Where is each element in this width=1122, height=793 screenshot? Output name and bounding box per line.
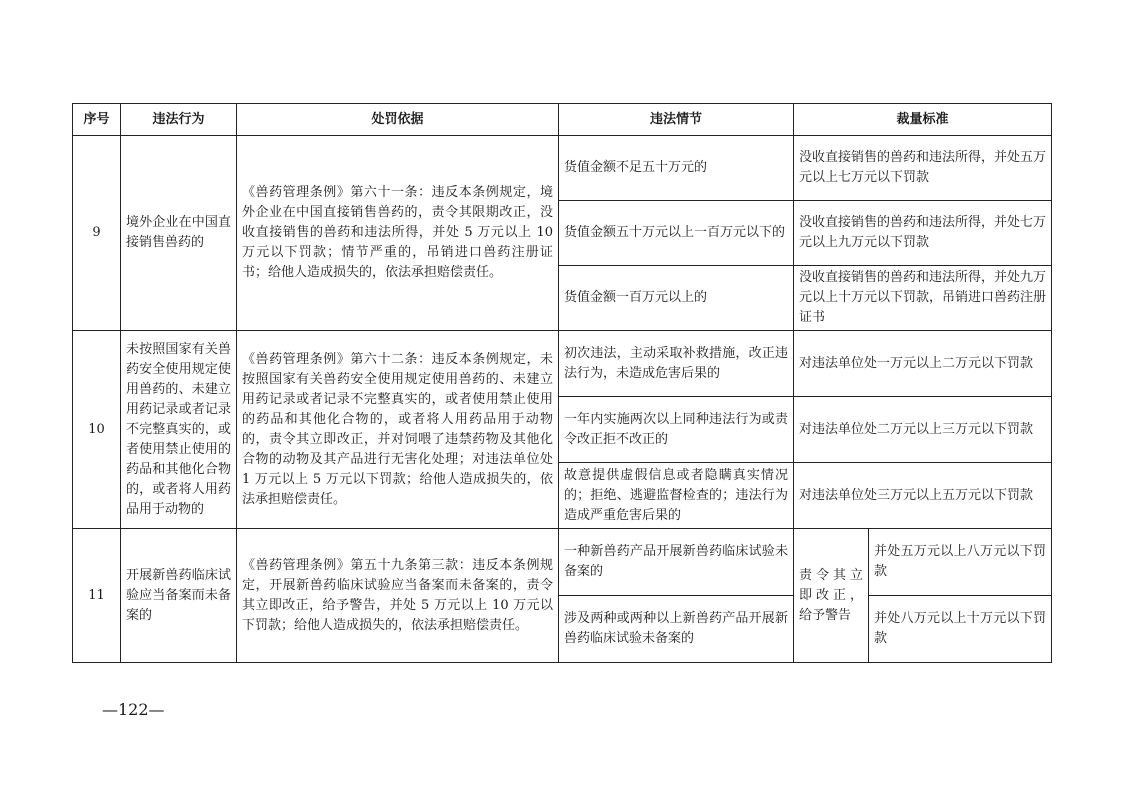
row-behavior: 境外企业在中国直接销售兽药的 xyxy=(121,136,237,331)
row-basis: 《兽药管理条例》第六十二条：违反本条例规定，未按照国家有关兽药安全使用规定使用兽药的、未建立用药记录或者记录不完整真实的，或者使用禁止使用的药品和其他化合物的，或者将人用药品用于动物的，责令其立即改正，并对饲喂了违禁药物及其他化合物的动物及其产品进行无害化处理；对违法单位处 1 万元以上 5 万元以下罚款；给他人造成损失的，依法承担赔偿责任。 xyxy=(237,331,559,529)
header-basis: 处罚依据 xyxy=(237,104,559,136)
table-header-row xyxy=(73,104,1052,136)
row-behavior: 开展新兽药临床试验应当备案而未备案的 xyxy=(121,529,237,663)
table-row xyxy=(73,331,1052,397)
row-standard: 没收直接销售的兽药和违法所得，并处五万元以上七万元以下罚款 xyxy=(794,136,1052,201)
page-number: —122— xyxy=(102,700,165,719)
row-circumstance: 一种新兽药产品开展新兽药临床试验未备案的 xyxy=(559,529,794,596)
row-standard: 并处八万元以上十万元以下罚款 xyxy=(869,596,1052,663)
row-circumstance: 货值金额五十万元以上一百万元以下的 xyxy=(559,201,794,266)
row-basis: 《兽药管理条例》第六十一条：违反本条例规定，境外企业在中国直接销售兽药的，责令其限期改正，没收直接销售的兽药和违法所得，并处 5 万元以上 10 万元以下罚款；情节严重的，吊销进口兽药注册证书；给他人造成损失的，依法承担赔偿责任。 xyxy=(237,136,559,331)
row-seq: 10 xyxy=(73,331,121,529)
row-circumstance: 货值金额一百万元以上的 xyxy=(559,266,794,331)
row-standard: 没收直接销售的兽药和违法所得，并处九万元以上十万元以下罚款，吊销进口兽药注册证书 xyxy=(794,266,1052,331)
row-standard: 对违法单位处一万元以上二万元以下罚款 xyxy=(794,331,1052,397)
row-circumstance: 初次违法，主动采取补救措施，改正违法行为，未造成危害后果的 xyxy=(559,331,794,397)
row-circumstance: 故意提供虚假信息或者隐瞒真实情况的；拒绝、逃避监督检查的；违法行为造成严重危害后果的 xyxy=(559,463,794,529)
header-seq: 序号 xyxy=(73,104,121,136)
penalty-standards-table xyxy=(72,103,1052,663)
row-seq: 9 xyxy=(73,136,121,331)
row-circumstance: 涉及两种或两种以上新兽药产品开展新兽药临床试验未备案的 xyxy=(559,596,794,663)
table-row xyxy=(73,529,1052,596)
header-standard: 裁量标准 xyxy=(794,104,1052,136)
table-row xyxy=(73,136,1052,201)
header-circumstance: 违法情节 xyxy=(559,104,794,136)
row-behavior: 未按照国家有关兽药安全使用规定使用兽药的、未建立用药记录或者记录不完整真实的，或者使用禁止使用的药品和其他化合物的，或者将人用药品用于动物的 xyxy=(121,331,237,529)
row-circumstance: 货值金额不足五十万元的 xyxy=(559,136,794,201)
row-standard: 并处五万元以上八万元以下罚款 xyxy=(869,529,1052,596)
header-behavior: 违法行为 xyxy=(121,104,237,136)
row-standard: 对违法单位处二万元以上三万元以下罚款 xyxy=(794,397,1052,463)
row-common-standard: 责令其立即改正，给予警告 xyxy=(794,529,869,663)
row-standard: 没收直接销售的兽药和违法所得，并处七万元以上九万元以下罚款 xyxy=(794,201,1052,266)
row-basis: 《兽药管理条例》第五十九条第三款：违反本条例规定，开展新兽药临床试验应当备案而未备案的，责令其立即改正，给予警告，并处 5 万元以上 10 万元以下罚款；给他人造成损失的，依法承担赔偿责任。 xyxy=(237,529,559,663)
row-seq: 11 xyxy=(73,529,121,663)
row-standard: 对违法单位处三万元以上五万元以下罚款 xyxy=(794,463,1052,529)
row-circumstance: 一年内实施两次以上同种违法行为或责令改正拒不改正的 xyxy=(559,397,794,463)
